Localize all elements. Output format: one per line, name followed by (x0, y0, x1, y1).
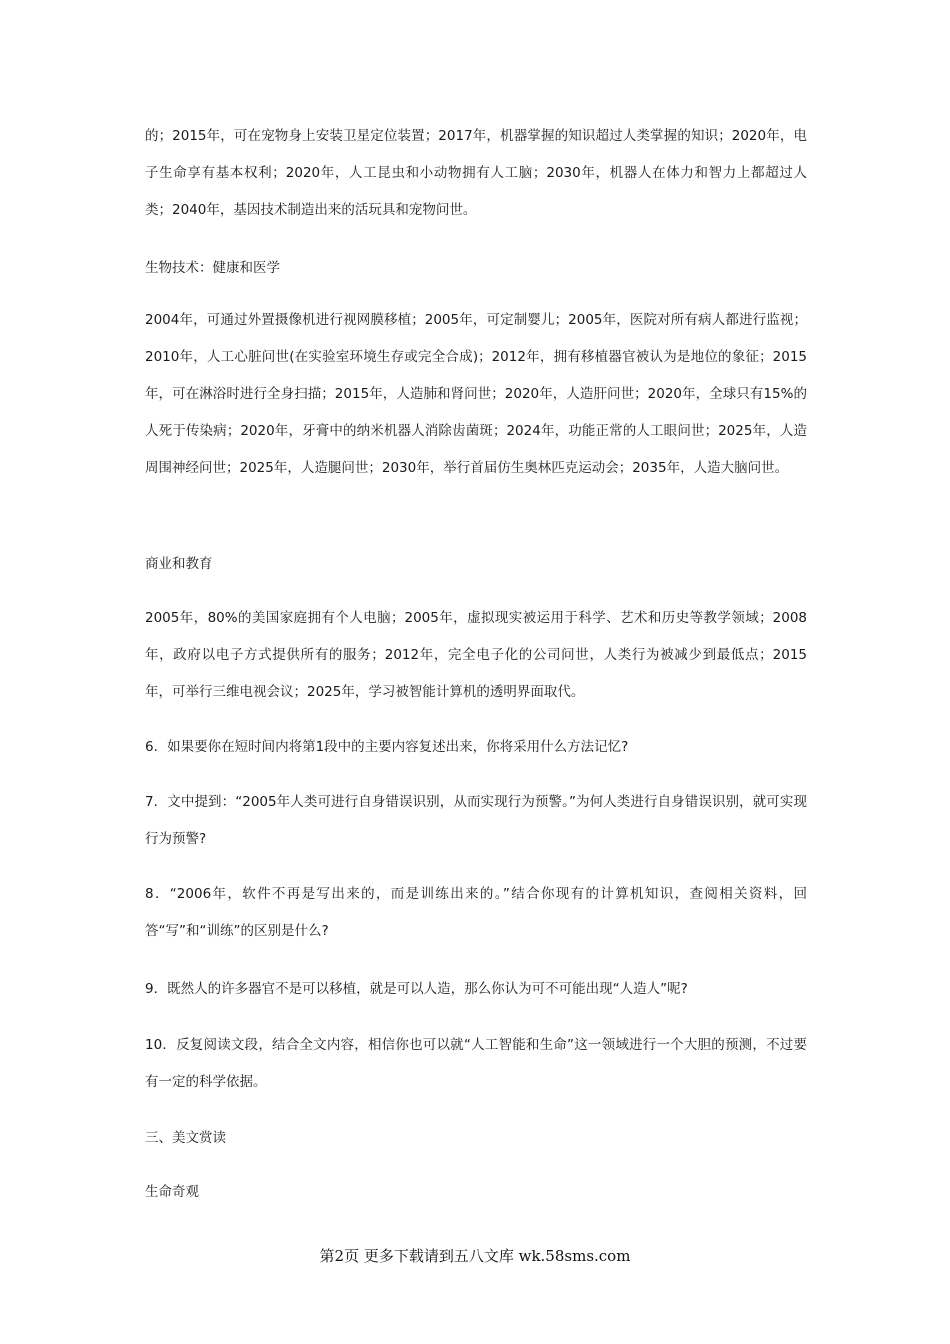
section-3-heading: 三、美文赏读 (145, 1130, 226, 1146)
paragraph-business: 2005年，80%的美国家庭拥有个人电脑；2005年，虚拟现实被运用于科学、艺术和历史等教学领域；2008年，政府以电子方式提供所有的服务；2012年，完全电子化的公司问世，人类行为被减少到最低点；2015年，可举行三维电视会议；2025年，学习被智能计算机的透明界面取代。 (145, 610, 807, 700)
question-9: 9．既然人的许多器官不是可以移植，就是可以人造，那么你认为可不可能出现“人造人”呢? (145, 981, 688, 997)
heading-biotech: 生物技术：健康和医学 (145, 260, 280, 276)
question-7: 7．文中提到：“2005年人类可进行自身错误识别，从而实现行为预警。”为何人类进行自身错误识别，就可实现行为预警? (145, 794, 807, 847)
page-footer: 第2页 更多下载请到五八文库 wk.58sms.com (319, 1247, 631, 1265)
heading-business: 商业和教育 (145, 556, 213, 572)
question-10: 10．反复阅读文段，结合全文内容，相信你也可以就“人工智能和生命”这一领域进行一个大胆的预测，不过要有一定的科学依据。 (145, 1037, 807, 1090)
question-6: 6．如果要你在短时间内将第1段中的主要内容复述出来，你将采用什么方法记忆? (145, 739, 629, 755)
paragraph-continued: 的；2015年，可在宠物身上安装卫星定位装置；2017年，机器掌握的知识超过人类掌握的知识；2020年，电子生命享有基本权利；2020年，人工昆虫和小动物拥有人工脑；2030年，机器人在体力和智力上都超过人类；2040年，基因技术制造出来的活玩具和宠物问世。 (145, 128, 807, 218)
paragraph-biotech: 2004年，可通过外置摄像机进行视网膜移植；2005年，可定制婴儿；2005年，医院对所有病人都进行监视；2010年，人工心脏问世(在实验室环境生存或完全合成)；2012年，拥有移植器官被认为是地位的象征；2015年，可在淋浴时进行全身扫描；2015年，人造肺和肾问世；2020年，人造肝问世；2020年，全球只有15%的人死于传染病；2020年，牙膏中的纳米机器人消除齿菌斑；2024年，功能正常的人工眼问世；2025年，人造周围神经问世；2025年，人造腿问世；2030年，举行首届仿生奥林匹克运动会；2035年，人造大脑问世。 (145, 312, 807, 476)
question-8: 8．“2006年，软件不再是写出来的，而是训练出来的。”结合你现有的计算机知识，查阅相关资料，回答“写”和“训练”的区别是什么? (145, 886, 807, 939)
article-title: 生命奇观 (145, 1184, 199, 1200)
